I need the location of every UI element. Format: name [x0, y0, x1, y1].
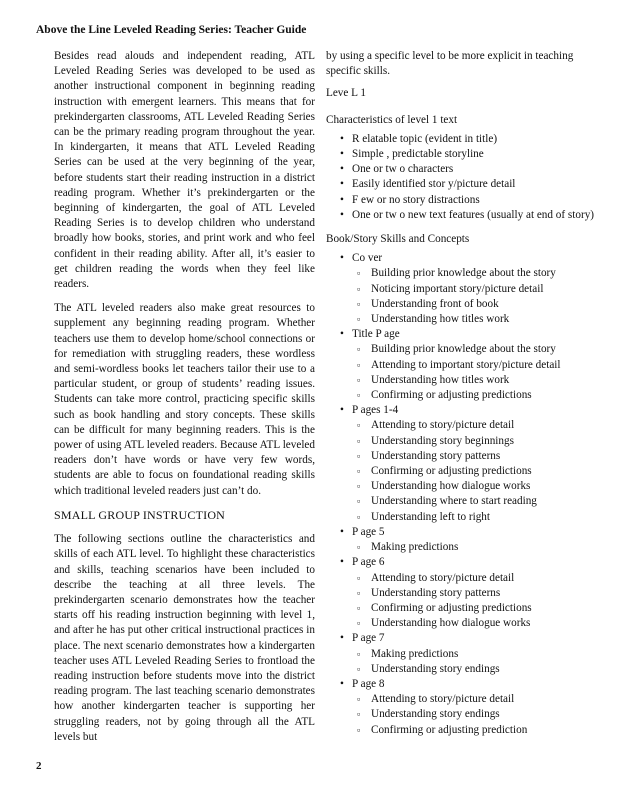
skill-item: ▫ Understanding story endings — [326, 707, 596, 722]
skill-group-label: P age 7 — [352, 632, 385, 645]
skill-item: ▫ Confirming or adjusting prediction — [326, 723, 596, 738]
characteristics-heading: Characteristics of level 1 text — [326, 113, 458, 126]
skill-group — [326, 403, 596, 418]
skill-group — [326, 525, 596, 540]
skill-item: ▫ Attending to story/picture detail — [326, 418, 596, 433]
running-header: Above the Line Leveled Reading Series: Teacher Guide — [36, 24, 307, 36]
skill-group-label: P age 8 — [352, 677, 385, 690]
skill-group — [326, 555, 596, 570]
intro-paragraph: Besides read alouds and independent reading, ATL Leveled Reading Series was developed to be used as another instructional component in beginning reading instruction with emergent learners. This means that for prekindergarten classrooms, ATL Leveled Reading Series can be the primary reading program throughout the year. In kindergarten, it means that ATL Leveled Reading Series can be used at the very beginning of the year, before students start their reading instruction in a district reading program. Whether it’s prekindergarten or the beginning of kindergarten, the goal of ATL Leveled Reading Series is to develop children who understand broadly how books, stories, and print work and who feel confident in their reading ability. After all, it’s easier to get children reading the words when they feel like readers. — [54, 50, 315, 291]
skill-item: ▫ Understanding where to start reading — [326, 494, 596, 509]
skill-item: ▫ Understanding story beginnings — [326, 434, 596, 449]
skill-item: ▫ Understanding how titles work — [326, 312, 596, 327]
skill-item: ▫ Attending to important story/picture detail — [326, 358, 596, 373]
skill-sublist — [326, 540, 596, 555]
skill-group-label: P age 6 — [352, 556, 385, 569]
page-number: 2 — [36, 760, 42, 772]
skill-item: ▫ Making predictions — [326, 647, 596, 662]
skill-sublist — [326, 418, 596, 524]
level-heading: Leve L 1 — [326, 87, 366, 100]
skill-item: ▫ Understanding how dialogue works — [326, 479, 596, 494]
skill-sublist — [326, 692, 596, 738]
skill-group-label: P age 5 — [352, 525, 385, 538]
continuation-text: by using a specific level to be more explicit in teaching specific skills. — [326, 50, 574, 78]
characteristic-item: • Easily identified stor y/picture detail — [326, 177, 596, 192]
characteristic-item: • One or tw o new text features (usually at end of story) — [326, 208, 596, 223]
left-column — [54, 49, 315, 754]
skill-item: ▫ Confirming or adjusting predictions — [326, 388, 596, 403]
skill-sublist — [326, 571, 596, 632]
skill-item: ▫ Building prior knowledge about the story — [326, 266, 596, 281]
skills-heading: Book/Story Skills and Concepts — [326, 233, 470, 246]
right-column — [326, 49, 596, 738]
skill-item: ▫ Understanding how dialogue works — [326, 616, 596, 631]
skill-group — [326, 327, 596, 342]
skill-item: ▫ Understanding left to right — [326, 510, 596, 525]
skill-item: ▫ Attending to story/picture detail — [326, 692, 596, 707]
characteristic-item: • One or tw o characters — [326, 162, 596, 177]
skill-item: ▫ Confirming or adjusting predictions — [326, 601, 596, 616]
skill-item: ▫ Building prior knowledge about the story — [326, 342, 596, 357]
supplement-paragraph: The ATL leveled readers also make great resources to supplement any beginning reading program. Whether teachers use them to develop home/school connections or for remediation with struggling readers, these wordless and semi-wordless books let teachers tailor their use to a particular student, or group of students’ reading issues. Students can take more control, practicing specific skills such as book handling and story concepts. These skills can be difficult for many beginning readers. This is the power of using ATL leveled readers. Because ATL leveled readers don’t have words or have very few words, students are able to focus on foundational reading skills which traditional leveled readers just can’t do. — [54, 302, 315, 497]
section-paragraph: The following sections outline the characteristics and skills of each ATL level. To highlight these characteristics and skills, teaching scenarios have been included to describe the teaching at all three levels. The prekindergarten scenario demonstrates how the teacher starts off his reading instruction beginning with level 1, and after he has put other critical instructional practices in place. The next scenario demonstrates how a kindergarten teacher uses ATL Leveled Reading Series to frontload the reading instruction before students move into the district reading program. The last teaching scenario demonstrates how another kindergarten teacher is supporting her struggling readers, not by going through all the ATL levels but — [54, 533, 315, 743]
characteristic-item: • R elatable topic (evident in title) — [326, 132, 596, 147]
skill-item: ▫ Understanding front of book — [326, 297, 596, 312]
characteristic-item: • Simple , predictable storyline — [326, 147, 596, 162]
skill-sublist — [326, 647, 596, 677]
skill-sublist — [326, 342, 596, 403]
skill-item: ▫ Understanding story endings — [326, 662, 596, 677]
skill-sublist — [326, 266, 596, 327]
skills-list — [326, 251, 596, 738]
skill-item: ▫ Understanding story patterns — [326, 449, 596, 464]
skill-group — [326, 251, 596, 266]
skill-item: ▫ Making predictions — [326, 540, 596, 555]
section-title: SMALL GROUP INSTRUCTION — [54, 507, 226, 522]
skill-item: ▫ Attending to story/picture detail — [326, 571, 596, 586]
skill-item: ▫ Confirming or adjusting predictions — [326, 464, 596, 479]
skill-item: ▫ Noticing important story/picture detail — [326, 282, 596, 297]
skill-group-label: Co ver — [352, 252, 383, 265]
skill-item: ▫ Understanding story patterns — [326, 586, 596, 601]
skill-group — [326, 631, 596, 646]
skill-item: ▫ Understanding how titles work — [326, 373, 596, 388]
characteristics-list — [326, 132, 596, 223]
skill-group-label: P ages 1-4 — [352, 404, 399, 417]
skill-group-label: Title P age — [352, 328, 400, 341]
characteristic-item: • F ew or no story distractions — [326, 193, 596, 208]
skill-group — [326, 677, 596, 692]
